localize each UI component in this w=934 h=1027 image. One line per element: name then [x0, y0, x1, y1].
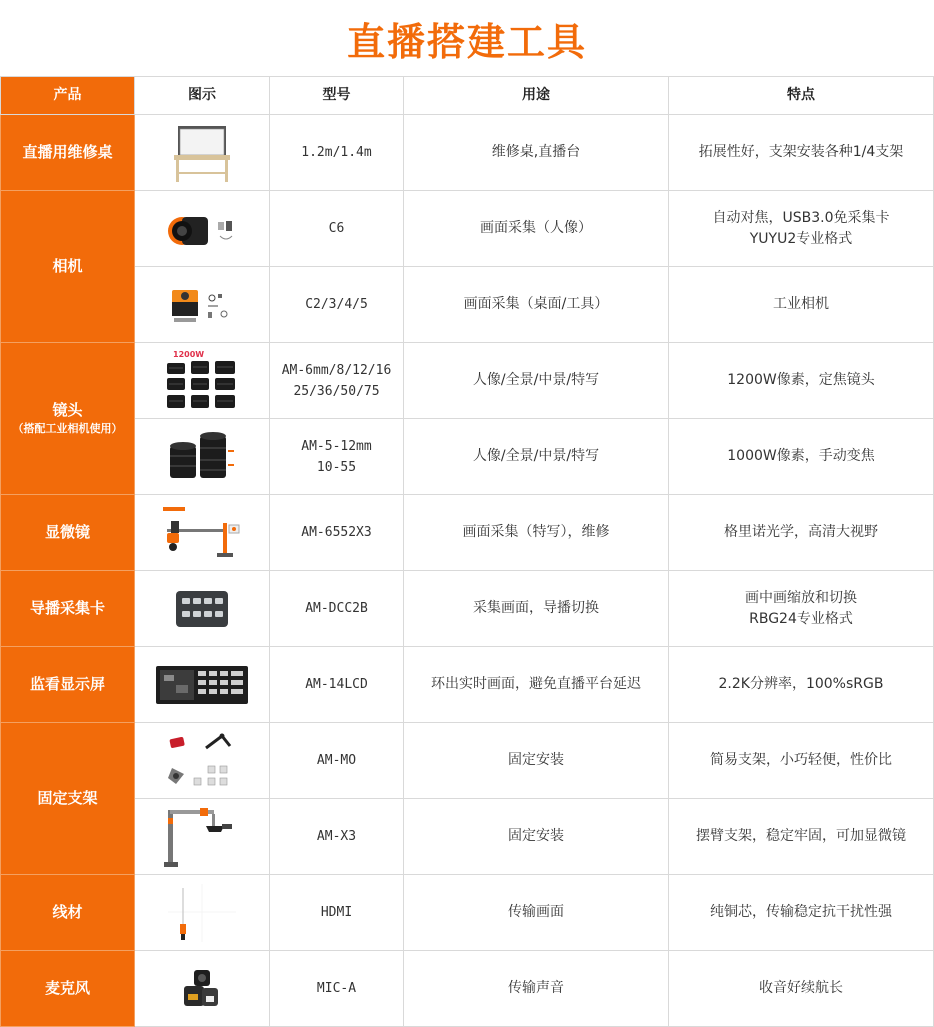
model-line: AM-14LCD [305, 677, 368, 692]
category-cell: 固定支架 [1, 723, 135, 875]
switcher-icon [172, 587, 232, 631]
category-sublabel: （搭配工业相机使用） [12, 422, 123, 435]
usage-cell: 采集画面，导播切换 [404, 571, 669, 647]
microphone-icon [172, 964, 232, 1014]
feature-line: 拓展性好，支架安装各种1/4支架 [698, 144, 904, 160]
feature-line: 收音好续航长 [759, 980, 843, 996]
image-cell [135, 115, 270, 191]
table-row [1, 115, 934, 191]
model-line: AM-DCC2B [305, 601, 368, 616]
image-cell [135, 571, 270, 647]
microscope-icon [157, 503, 247, 563]
image-cell [135, 875, 270, 951]
model-cell [270, 419, 404, 495]
header-feature: 特点 [669, 77, 934, 115]
monitor-icon [154, 663, 250, 707]
model-line: C2/3/4/5 [305, 297, 368, 312]
repair-desk-icon [170, 122, 234, 184]
usage-cell: 传输画面 [404, 875, 669, 951]
feature-line: 简易支架，小巧轻便，性价比 [710, 752, 892, 768]
table-row [1, 875, 934, 951]
zoom-lens-icon [162, 426, 242, 488]
mount-kit-icon [162, 728, 242, 794]
model-cell [270, 495, 404, 571]
feature-cell [669, 191, 934, 267]
model-cell [270, 875, 404, 951]
feature-cell [669, 723, 934, 799]
model-cell [270, 647, 404, 723]
feature-line: 格里诺光学，高清大视野 [724, 524, 878, 540]
table-row [1, 951, 934, 1027]
model-cell [270, 951, 404, 1027]
model-line: AM-6552X3 [301, 525, 372, 540]
image-cell [135, 191, 270, 267]
feature-cell [669, 875, 934, 951]
feature-line: 摆臂支架，稳定牢固，可加显微镜 [696, 828, 906, 844]
category-cell: 显微镜 [1, 495, 135, 571]
feature-line: 1200W像素，定焦镜头 [727, 372, 875, 388]
model-cell [270, 723, 404, 799]
table-row [1, 191, 934, 267]
header-image: 图示 [135, 77, 270, 115]
model-cell [270, 267, 404, 343]
feature-cell [669, 647, 934, 723]
header-usage: 用途 [404, 77, 669, 115]
category-cell: 麦克风 [1, 951, 135, 1027]
model-line: C6 [328, 221, 345, 236]
feature-line: 2.2K分辨率，100%sRGB [718, 676, 884, 692]
usage-cell: 画面采集（人像） [404, 191, 669, 267]
table-row [1, 343, 934, 419]
table-row [1, 419, 934, 495]
category-cell: 相机 [1, 191, 135, 343]
image-cell [135, 343, 270, 419]
usage-cell: 人像/全景/中景/特写 [404, 343, 669, 419]
feature-line: YUYU2专业格式 [749, 230, 853, 247]
image-cell [135, 419, 270, 495]
header-category: 产品 [1, 77, 135, 115]
table-row [1, 647, 934, 723]
table-row [1, 723, 934, 799]
feature-line: 1000W像素，手动变焦 [727, 448, 875, 464]
usage-cell: 环出实时画面，避免直播平台延迟 [404, 647, 669, 723]
model-line: AM-6mm/8/12/16 [281, 362, 392, 378]
header-model: 型号 [270, 77, 404, 115]
model-line: HDMI [320, 905, 353, 920]
model-line: AM-5-12mm [301, 438, 372, 454]
usage-cell: 画面采集（桌面/工具） [404, 267, 669, 343]
model-cell: 1.2m/1.4m [270, 115, 404, 191]
table-row [1, 267, 934, 343]
model-line: AM-X3 [316, 829, 357, 844]
hdmi-cable-icon [162, 880, 242, 946]
model-line: AM-MO [316, 753, 357, 768]
feature-cell [669, 115, 934, 191]
model-cell [270, 571, 404, 647]
category-label: 镜头 [52, 401, 83, 419]
image-cell [135, 647, 270, 723]
feature-line: 工业相机 [773, 296, 829, 312]
usage-cell: 画面采集（特写），维修 [404, 495, 669, 571]
category-cell: 直播用维修桌 [1, 115, 135, 191]
swing-arm-icon [160, 804, 244, 870]
model-line: 25/36/50/75 [293, 383, 380, 399]
feature-cell [669, 267, 934, 343]
image-cell [135, 951, 270, 1027]
image-cell [135, 799, 270, 875]
model-cell [270, 191, 404, 267]
category-cell: 监看显示屏 [1, 647, 135, 723]
industrial-camera-icon [162, 280, 242, 330]
table-header-row [1, 77, 934, 115]
category-cell: 线材 [1, 875, 135, 951]
lens-set-icon [157, 347, 247, 415]
usage-cell: 维修桌,直播台 [404, 115, 669, 191]
feature-cell [669, 799, 934, 875]
image-cell [135, 723, 270, 799]
table-row [1, 571, 934, 647]
model-cell [270, 799, 404, 875]
model-line: MIC-A [316, 981, 357, 996]
feature-line: 自动对焦，USB3.0免采集卡 [712, 209, 890, 226]
feature-cell [669, 343, 934, 419]
feature-line: RBG24专业格式 [749, 610, 853, 627]
table-row [1, 799, 934, 875]
category-cell [1, 343, 135, 495]
feature-cell [669, 571, 934, 647]
image-cell [135, 495, 270, 571]
table-row [1, 495, 934, 571]
camera-c6-icon [162, 204, 242, 254]
category-cell: 导播采集卡 [1, 571, 135, 647]
feature-line: 纯铜芯，传输稳定抗干扰性强 [710, 904, 892, 920]
usage-cell: 固定安装 [404, 799, 669, 875]
model-line: 10-55 [316, 459, 357, 475]
feature-cell [669, 495, 934, 571]
model-cell [270, 343, 404, 419]
feature-cell [669, 419, 934, 495]
usage-cell: 传输声音 [404, 951, 669, 1027]
feature-line: 画中画缩放和切换 [745, 589, 857, 606]
usage-cell: 人像/全景/中景/特写 [404, 419, 669, 495]
usage-cell: 固定安装 [404, 723, 669, 799]
product-table [0, 76, 934, 1027]
lens-set-label: 1200W [173, 349, 205, 359]
image-cell [135, 267, 270, 343]
page-title: 直播搭建工具 [346, 18, 587, 64]
feature-cell [669, 951, 934, 1027]
